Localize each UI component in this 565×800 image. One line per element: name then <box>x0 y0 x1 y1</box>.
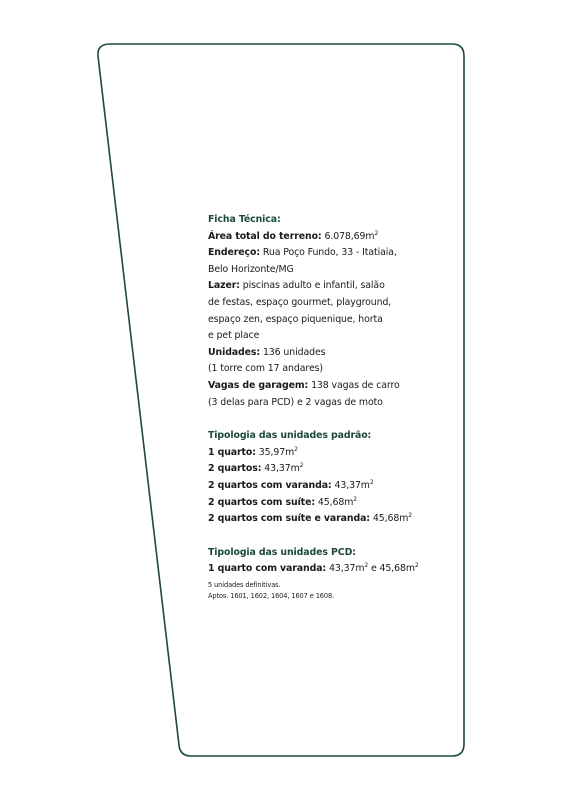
padrao-label: 1 quarto: <box>208 446 256 458</box>
pcd-note-1: 5 unidades definitivas. <box>208 580 281 589</box>
unidades-value: 136 unidades <box>262 346 326 358</box>
pcd-conj: e <box>370 563 377 575</box>
vagas-value: 138 vagas de carro <box>311 379 400 391</box>
pcd-value-1: 43,37m <box>328 563 365 575</box>
area-value: 6.078,69m <box>324 230 375 242</box>
unidades-label: Unidades: <box>208 346 261 358</box>
spacer <box>208 528 438 545</box>
sup: 2 <box>294 445 298 453</box>
sup: 2 <box>374 229 379 237</box>
sup: 2 <box>408 512 412 520</box>
vagas-label: Vagas de garagem: <box>208 379 309 391</box>
padrao-item <box>208 478 438 495</box>
padrao-value: 43,37m <box>264 463 300 475</box>
endereco-value: Rua Poço Fundo, 33 - Itatiaia, <box>262 247 397 259</box>
lazer-row-3: espaço zen, espaço piquenique, horta <box>208 313 383 325</box>
area-row <box>208 229 438 246</box>
endereco-label: Endereço: <box>208 247 260 259</box>
lazer-row-4: e pet place <box>208 330 260 342</box>
padrao-label: 2 quartos com suíte e varanda: <box>208 513 370 525</box>
pcd-note-2: Aptos. 1601, 1602, 1604, 1607 e 1608. <box>208 591 335 600</box>
area-label: Área total do terreno: <box>208 230 322 242</box>
lazer-row <box>208 278 438 295</box>
vagas-row <box>208 378 438 395</box>
padrao-value: 45,68m <box>372 513 409 525</box>
padrao-item <box>208 461 438 478</box>
pcd-value-2: 45,68m <box>379 563 415 575</box>
vagas-row-2: (3 delas para PCD) e 2 vagas de moto <box>208 396 383 408</box>
sup: 2 <box>299 462 304 470</box>
endereco-row <box>208 245 438 262</box>
padrao-item <box>208 445 438 462</box>
pcd-title: Tipologia das unidades PCD: <box>208 546 356 558</box>
unidades-row-2: (1 torre com 17 andares) <box>208 363 323 375</box>
padrao-label: 2 quartos com varanda: <box>208 479 332 491</box>
padrao-label: 2 quartos com suíte: <box>208 496 315 508</box>
spacer <box>208 411 438 428</box>
sup: 2 <box>353 495 357 503</box>
ficha-title: Ficha Técnica: <box>208 214 281 225</box>
padrao-item <box>208 495 438 512</box>
sup: 2 <box>364 562 369 570</box>
padrao-value: 35,97m <box>258 446 295 458</box>
pcd-item <box>208 561 438 578</box>
padrao-title: Tipologia das unidades padrão: <box>208 430 372 442</box>
endereco-row-2: Belo Horizonte/MG <box>208 263 294 275</box>
padrao-item <box>208 511 438 528</box>
lazer-row-2: de festas, espaço gourmet, playground, <box>208 296 392 308</box>
unidades-row <box>208 345 438 362</box>
padrao-label: 2 quartos: <box>208 463 262 475</box>
padrao-value: 43,37m <box>334 479 370 491</box>
padrao-value: 45,68m <box>317 496 354 508</box>
spec-sheet <box>208 212 438 602</box>
lazer-value: piscinas adulto e infantil, salão <box>242 280 385 292</box>
pcd-label: 1 quarto com varanda: <box>208 563 327 575</box>
sup: 2 <box>369 478 374 486</box>
pcd-notes <box>208 580 438 602</box>
sup: 2 <box>414 562 419 570</box>
lazer-label: Lazer: <box>208 280 240 292</box>
